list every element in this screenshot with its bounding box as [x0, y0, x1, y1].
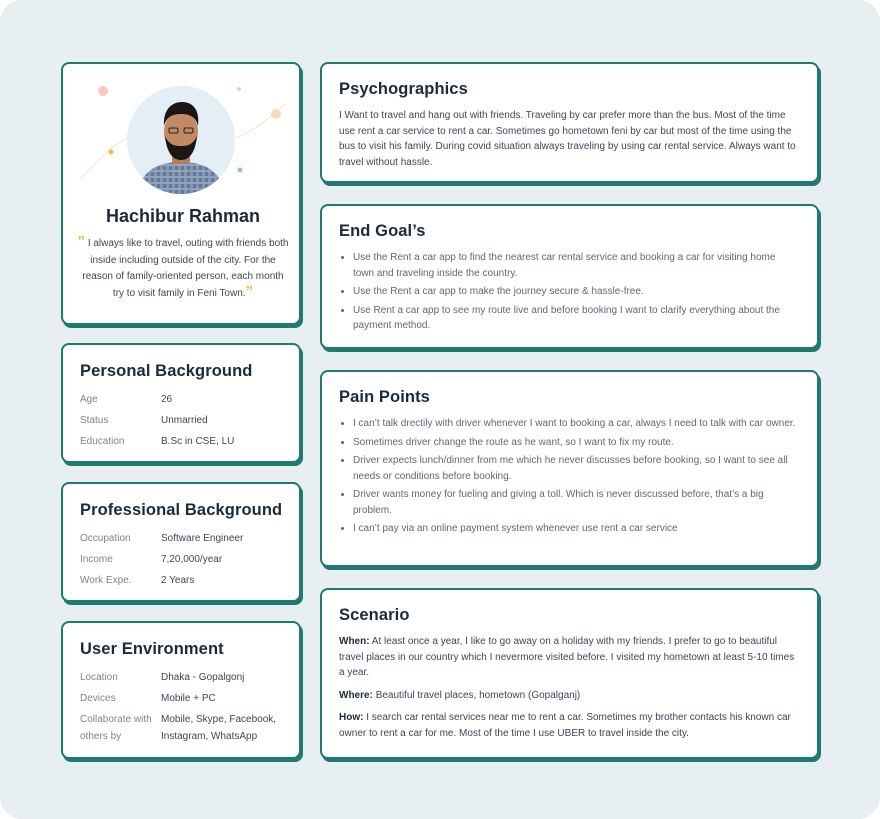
- where-label: Where:: [339, 689, 373, 701]
- work-experience-label: Work Expe.: [80, 575, 132, 586]
- personal-background-title: Personal Background: [80, 362, 253, 380]
- end-goals-card: [320, 204, 819, 349]
- pain-points-title: Pain Points: [339, 388, 430, 406]
- pain-points-list-wrap: [339, 416, 799, 540]
- income-value: 7,20,000/year: [161, 554, 223, 565]
- personal-background-card: [61, 343, 301, 463]
- psychographics-title: Psychographics: [339, 80, 468, 98]
- list-item: • Driver expects lunch/dinner from me which he never discusses before booking, so I want to see all needs or conditions before booking.: [353, 453, 799, 484]
- collaborate-label: Collaborate with others by: [80, 714, 152, 742]
- location-label: Location: [80, 672, 118, 683]
- persona-quote: [77, 233, 289, 302]
- end-goals-list: [339, 250, 799, 334]
- persona-name: Hachibur Rahman: [105, 206, 261, 226]
- list-item: • Use Rent a car app to see my route live and before booking I want to clarify everything about the payment method.: [353, 303, 799, 334]
- devices-value: Mobile + PC: [161, 693, 216, 704]
- scenario-how: [339, 710, 799, 741]
- scenario-when: [339, 634, 799, 681]
- how-label: How:: [339, 712, 364, 723]
- occupation-value: Software Engineer: [161, 533, 244, 544]
- user-environment-card: [61, 621, 301, 759]
- psychographics-text: I Want to travel and hang out with friends. Traveling by car prefer more than the bus. Most of the time use rent a car service to rent a car. Sometimes go hometown feni by car but most of the time using the bus to visit his family. During covid situation always traveling by using car rental service. Always want to travel without hassle.: [339, 110, 796, 168]
- end-goals-list-wrap: [339, 250, 799, 337]
- status-label: Status: [80, 415, 109, 426]
- list-item: • Sometimes driver change the route as he want, so I want to fix my route.: [353, 435, 799, 451]
- scenario-where: [339, 688, 799, 704]
- scenario-card: [320, 588, 819, 759]
- quote-open-mark: ”: [77, 233, 86, 250]
- user-environment-title: User Environment: [80, 640, 224, 658]
- how-text: I search car rental services near me to rent a car. Sometimes my brother contacts his known car owner to rent a car for me. Most of the time I use UBER to travel inside the city.: [339, 712, 791, 739]
- location-value: Dhaka - Gopalgonj: [161, 672, 245, 683]
- list-item: • Use the Rent a car app to make the journey secure & hassle-free.: [353, 284, 799, 300]
- age-value: 26: [161, 394, 173, 405]
- collaborate-value: Mobile, Skype, Facebook, Instagram, WhatsApp: [161, 714, 277, 742]
- list-item: • Driver wants money for fueling and giving a toll. Which is never discussed before, that’s a big problem.: [353, 487, 799, 518]
- education-label: Education: [80, 436, 125, 447]
- avatar: [127, 86, 235, 194]
- where-text: Beautiful travel places, hometown (Gopalganj): [375, 689, 581, 701]
- list-item: • I can’t pay via an online payment system whenever use rent a car service: [353, 521, 799, 537]
- age-label: Age: [80, 394, 98, 405]
- professional-background-title: Professional Background: [80, 501, 283, 519]
- when-text: At least once a year, I like to go away on a holiday with my friends. I prefer to go to beautiful travel places in our country which I nevermore visited before. I visited my hometown at least 5-10 times a year.: [339, 636, 795, 678]
- person-photo-icon: [127, 86, 235, 194]
- pain-points-card: [320, 370, 819, 567]
- scenario-body: [339, 634, 799, 748]
- occupation-label: Occupation: [80, 533, 131, 544]
- quote-text: I always like to travel, outing with friends both inside including outside of the city. For the reason of family-oriented person, each month try to visit family in Feni Town.: [82, 238, 289, 299]
- psychographics-card: [320, 62, 819, 183]
- profile-card: [61, 62, 301, 325]
- education-value: B.Sc in CSE, LU: [161, 436, 235, 447]
- avatar-decoration: [63, 64, 303, 204]
- when-label: When:: [339, 636, 370, 647]
- income-label: Income: [80, 554, 113, 565]
- devices-label: Devices: [80, 693, 116, 704]
- pain-points-list: [339, 416, 799, 537]
- status-value: Unmarried: [161, 415, 208, 426]
- list-item: • I can’t talk drectily with driver whenever I want to booking a car, always I need to talk with car owner.: [353, 416, 799, 432]
- quote-close-mark: ”: [245, 282, 254, 300]
- list-item: • Use the Rent a car app to find the nearest car rental service and booking a car for visiting home town and traveling inside the country.: [353, 250, 799, 281]
- end-goals-title: End Goal’s: [339, 222, 426, 240]
- professional-background-card: [61, 482, 301, 602]
- work-experience-value: 2 Years: [161, 575, 195, 586]
- scenario-title: Scenario: [339, 606, 410, 624]
